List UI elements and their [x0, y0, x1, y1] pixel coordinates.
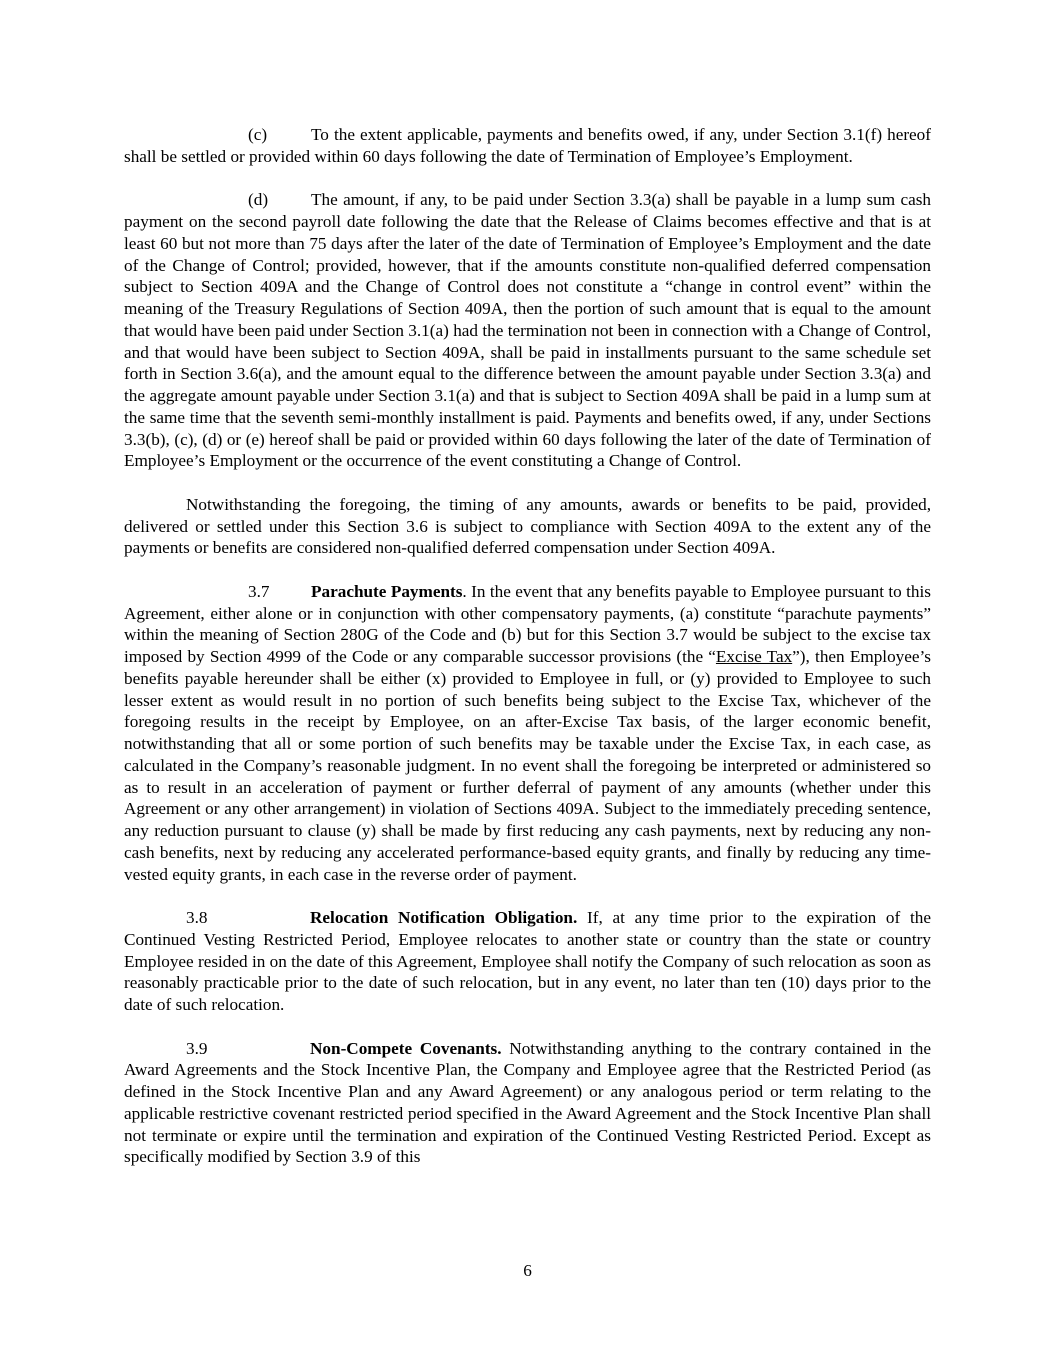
section-3-9-heading: Non-Compete Covenants. [310, 1038, 502, 1058]
paragraph-notwithstanding-text: Notwithstanding the foregoing, the timing of any amounts, awards or benefits to be paid, provided, delivered or settled under this Section 3.6 is subject to compliance with Section 409A to the extent any of the payments or benefits are considered non-qualified deferred compensation under Section 409A. [124, 494, 931, 558]
paragraph-c [124, 124, 931, 168]
section-3-9-number: 3.9 [186, 1038, 208, 1058]
section-3-7-text-before: . In the event that any benefits payable to Employee pursuant to this Agreement, either alone or in conjunction with other compensatory payments, (a) constitute “parachute payments” within the meaning of Section 280G of the Code and (b) but for this Section 3.7 would be subject to the excise tax imposed by Section 4999 of the Code or any comparable successor provisions (the “ [124, 581, 931, 666]
page-number: 6 [523, 1261, 532, 1280]
section-3-7 [124, 581, 931, 886]
paragraph-c-marker: (c) [248, 125, 268, 144]
paragraph-c-text: To the extent applicable, payments and benefits owed, if any, under Section 3.1(f) hereof shall be settled or provided within 60 days following the date of Termination of Employee’s Employment. [124, 125, 931, 166]
section-3-8-number: 3.8 [186, 908, 208, 927]
excise-tax-defined-term: Excise Tax [715, 647, 793, 666]
paragraph-d-marker: (d) [248, 190, 269, 210]
section-3-7-heading: Parachute Payments [311, 581, 463, 601]
section-3-8 [124, 907, 931, 1016]
section-3-7-text-after: ”), then Employee’s benefits payable hereunder shall be either (x) provided to Employee in full, or (y) provided to Employee to such lesser extent as would result in no portion of such benefits being subject to the Excise Tax, whichever of the foregoing results in the receipt by Employee, on an after-Excise Tax basis, of the larger economic benefit, notwithstanding that all or some portion of such benefits may be taxable under the Excise Tax, in each case, as calculated in the Company’s reasonable judgment. In no event shall the foregoing be interpreted or administered so as to result in an acceleration of payment or further deferral of payment of any amounts (whether under this Agreement or any other arrangement) in violation of Sections 409A. Subject to the immediately preceding sentence, any reduction pursuant to clause (y) shall be made by first reducing any cash payments, next by reducing any non-cash benefits, next by reducing any accelerated performance-based equity grants, and finally by reducing any time-vested equity grants, in each case in the reverse order of payment. [124, 647, 931, 884]
paragraph-d [124, 189, 931, 472]
paragraph-notwithstanding [124, 494, 931, 559]
section-3-8-heading: Relocation Notification Obligation. [310, 908, 578, 927]
section-3-8-text: If, at any time prior to the expiration of the Continued Vesting Restricted Period, Employee relocates to another state or country than the state or country Employee resided in on the date of this Agreement, Employee shall notify the Company of such relocation as soon as reasonably practicable prior to the date of such relocation, but in any event, no later than ten (10) days prior to the date of such relocation. [124, 908, 931, 1014]
paragraph-d-text: The amount, if any, to be paid under Section 3.3(a) shall be payable in a lump sum cash payment on the second payroll date following the date that the Release of Claims becomes effective and that is at least 60 but not more than 75 days after the later of the date of Termination of Employee’s Employment and the date of the Change of Control; provided, however, that if the amounts constitute non-qualified deferred compensation subject to Section 409A and the Change of Control does not constitute a “change in control event” within the meaning of the Treasury Regulations of Section 409A, then the portion of such amount that is equal to the amount that would have been paid under Section 3.1(a) had the termination not been in connection with a Change of Control, and that would have been subject to Section 409A, shall be paid in installments pursuant to the same schedule set forth in Section 3.6(a), and the amount equal to the difference between the amount payable under Section 3.3(a) and the aggregate amount payable under Section 3.1(a) and that is subject to Section 409A shall be paid in a lump sum at the same time that the seventh semi-monthly installment is paid. Payments and benefits owed, if any, under Sections 3.3(b), (c), (d) or (e) hereof shall be paid or provided within 60 days following the later of the date of Termination of Employee’s Employment or the occurrence of the event constituting a Change of Control. [124, 190, 931, 471]
document-page [124, 124, 931, 1190]
section-3-7-number: 3.7 [248, 581, 270, 601]
section-3-9-text: Notwithstanding anything to the contrary contained in the Award Agreements and the Stock Incentive Plan, the Company and Employee agree that the Restricted Period (as defined in the Stock Incentive Plan and any Award Agreement) or any analogous period or term relating to the applicable restrictive covenant restricted period specified in the Award Agreement and the Stock Incentive Plan shall not terminate or expire until the termination and expiration of the Continued Vesting Restricted Period. Except as specifically modified by Section 3.9 of this [124, 1038, 931, 1167]
section-3-9 [124, 1038, 931, 1169]
